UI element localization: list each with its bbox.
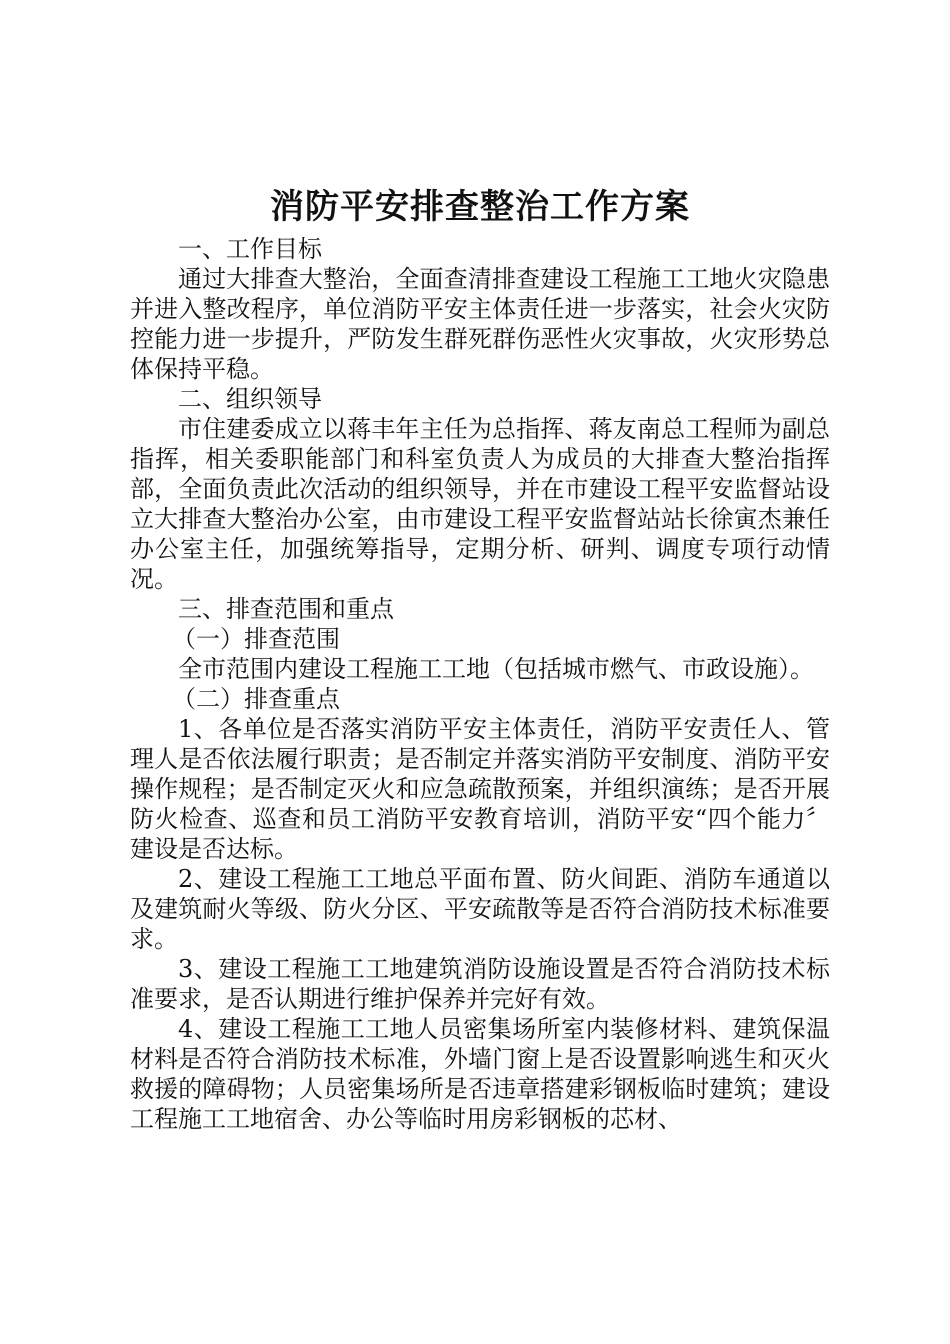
paragraph-goals: 通过大排查大整治，全面查清排查建设工程施工工地火灾隐患并进入整改程序，单位消防平安主体责任进一步落实，社会火灾防控能力进一步提升，严防发生群死群伤恶性火灾事故，火灾形势总体保持平稳。 (130, 265, 830, 383)
list-item: 2、建设工程施工工地总平面布置、防火间距、消防车通道以及建筑耐火等级、防火分区、平安疏散等是否符合消防技术标准要求。 (130, 865, 830, 953)
subheading-key-points: （二）排查重点 (172, 685, 340, 713)
paragraph-leadership: 市住建委成立以蒋丰年主任为总指挥、蒋友南总工程师为副总指挥，相关委职能部门和科室负责人为成员的大排查大整治指挥部，全面负责此次活动的组织领导，并在市建设工程平安监督站设立大排查大整治办公室，由市建设工程平安监督站站长徐寅杰兼任办公室主任，加强统筹指导，定期分析、研判、调度专项行动情况。 (130, 415, 830, 593)
list-item: 4、建设工程施工工地人员密集场所室内装修材料、建筑保温材料是否符合消防技术标准，外墙门窗上是否设置影响逃生和灭火救援的障碍物；人员密集场所是否违章搭建彩钢板临时建筑；建设工程施工工地宿舍、办公等临时用房彩钢板的芯材、 (130, 1015, 830, 1133)
section-heading-scope: 三、排查范围和重点 (178, 595, 394, 623)
list-item: 1、各单位是否落实消防平安主体责任，消防平安责任人、管理人是否依法履行职责；是否制定并落实消防平安制度、消防平安操作规程；是否制定灭火和应急疏散预案，并组织演练；是否开展防火检查、巡查和员工消防平安教育培训，消防平安“四个能力〞建设是否达标。 (130, 715, 830, 863)
paragraph-scope-range: 全市范围内建设工程施工工地（包括城市燃气、市政设施）。 (178, 655, 814, 683)
section-heading-goals: 一、工作目标 (178, 235, 322, 263)
list-item: 3、建设工程施工工地建筑消防设施设置是否符合消防技术标准要求，是否认期进行维护保养并完好有效。 (130, 955, 830, 1013)
subheading-scope-range: （一）排查范围 (172, 625, 340, 653)
section-heading-leadership: 二、组织领导 (178, 385, 322, 413)
document-page (130, 182, 830, 1134)
document-title: 消防平安排查整治工作方案 (270, 187, 690, 227)
